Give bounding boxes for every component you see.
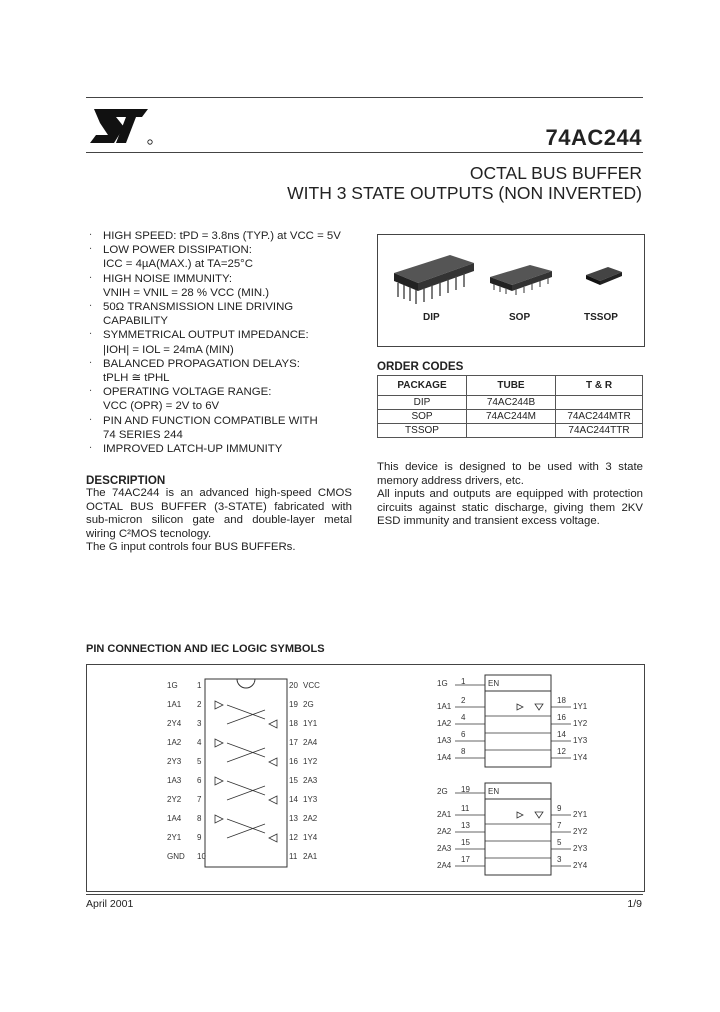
iec-output-number: 3	[557, 855, 562, 864]
description-para-3: This device is designed to be used with 3 state memory address drivers, etc.	[377, 461, 643, 487]
iec-input-number: 6	[461, 730, 466, 739]
pin-label-left: 1A1	[167, 700, 182, 709]
pin-label-right: 1Y1	[303, 719, 318, 728]
iec-output-number: 14	[557, 730, 566, 739]
table-row	[378, 396, 643, 410]
pin-number-left: 5	[197, 757, 202, 766]
header-bottom-rule	[86, 152, 643, 153]
description-para-4: All inputs and outputs are equipped with protection circuits against static discharge, giving them 2KV ESD immunity and transient excess voltage.	[377, 488, 643, 528]
pin-label-right: 1Y3	[303, 795, 318, 804]
pin-label-left: 1A4	[167, 814, 182, 823]
pin-label-right: 2A3	[303, 776, 318, 785]
part-number: 74AC244	[545, 125, 642, 150]
order-codes-table	[377, 375, 643, 438]
pin-number-left: 7	[197, 795, 202, 804]
package-illustrations	[377, 234, 645, 347]
pin-label-left: GND	[167, 852, 185, 861]
table-row	[378, 410, 643, 424]
table-cell: 74AC244M	[467, 410, 556, 424]
iec-enable-label: 2G	[437, 787, 448, 796]
column-header: T & R	[556, 376, 643, 396]
iec-input-number: 13	[461, 821, 470, 830]
pin-label-right: 2A2	[303, 814, 318, 823]
iec-input-number: 2	[461, 696, 466, 705]
tssop-package-image	[582, 263, 626, 293]
pin-number-right: 19	[289, 700, 298, 709]
footer-page: 1/9	[627, 898, 642, 910]
pin-number-right: 12	[289, 833, 298, 842]
iec-input-number: 8	[461, 747, 466, 756]
pin-diagram-box	[86, 664, 645, 892]
pin-number-right: 14	[289, 795, 298, 804]
table-cell: TSSOP	[378, 424, 467, 438]
title-line-1: OCTAL BUS BUFFER	[469, 163, 642, 183]
pin-section-heading: PIN CONNECTION AND IEC LOGIC SYMBOLS	[86, 643, 325, 655]
footer-date: April 2001	[86, 898, 134, 910]
iec-enable-number: 1	[461, 677, 466, 686]
sop-label: SOP	[509, 312, 531, 323]
iec-output-label: 2Y1	[573, 810, 588, 819]
feature-list	[86, 229, 361, 456]
column-header: TUBE	[467, 376, 556, 396]
pin-label-right: 1Y2	[303, 757, 318, 766]
iec-input-label: 2A3	[437, 844, 452, 853]
table-cell: 74AC244B	[467, 396, 556, 410]
table-cell: DIP	[378, 396, 467, 410]
table-header-row	[378, 376, 643, 396]
pin-number-right: 20	[289, 681, 298, 690]
iec-output-label: 2Y4	[573, 861, 588, 870]
iec-input-label: 1A3	[437, 736, 452, 745]
pin-number-right: 17	[289, 738, 298, 747]
iec-output-label: 1Y1	[573, 702, 588, 711]
pin-number-right: 16	[289, 757, 298, 766]
description-section	[86, 474, 352, 555]
iec-output-number: 7	[557, 821, 562, 830]
iec-input-number: 11	[461, 804, 470, 813]
table-cell: 74AC244MTR	[556, 410, 643, 424]
pin-number-left: 10	[197, 852, 206, 861]
pin-number-left: 4	[197, 738, 202, 747]
pin-number-left: 6	[197, 776, 202, 785]
table-cell	[467, 424, 556, 438]
pin-number-right: 13	[289, 814, 298, 823]
feature-item: . HIGH NOISE IMMUNITY: VNIH = VNIL = 28 % VCC (MIN.)	[86, 272, 361, 300]
feature-item: . BALANCED PROPAGATION DELAYS: tPLH ≅ tPHL	[86, 357, 361, 385]
iec-en-label: EN	[488, 679, 500, 688]
feature-item: . 50Ω TRANSMISSION LINE DRIVING CAPABILITY	[86, 300, 361, 328]
feature-item: . IMPROVED LATCH-UP IMMUNITY	[86, 442, 361, 456]
header-top-rule	[86, 97, 643, 98]
feature-item: . SYMMETRICAL OUTPUT IMPEDANCE: |IOH| = IOL = 24mA (MIN)	[86, 328, 361, 356]
order-codes-heading: ORDER CODES	[377, 360, 464, 373]
description-heading: DESCRIPTION	[86, 474, 166, 487]
iec-output-number: 5	[557, 838, 562, 847]
pin-number-right: 15	[289, 776, 298, 785]
feature-item: . PIN AND FUNCTION COMPATIBLE WITH 74 SERIES 244	[86, 414, 361, 442]
iec-input-label: 2A2	[437, 827, 452, 836]
column-header: PACKAGE	[378, 376, 467, 396]
iec-input-number: 17	[461, 855, 470, 864]
iec-output-label: 1Y2	[573, 719, 588, 728]
pin-label-left: 1G	[167, 681, 178, 690]
pin-label-right: 1Y4	[303, 833, 318, 842]
pin-label-left: 2Y1	[167, 833, 182, 842]
pin-number-left: 9	[197, 833, 202, 842]
pin-label-right: 2A1	[303, 852, 318, 861]
iec-output-label: 1Y3	[573, 736, 588, 745]
iec-input-number: 4	[461, 713, 466, 722]
description-para-2: The G input controls four BUS BUFFERs.	[86, 541, 296, 554]
title-line-2: WITH 3 STATE OUTPUTS (NON INVERTED)	[287, 183, 642, 203]
pin-label-left: 1A2	[167, 738, 182, 747]
iec-enable-number: 19	[461, 785, 470, 794]
pin-number-right: 11	[289, 852, 298, 861]
dip-label: DIP	[423, 312, 440, 323]
iec-input-number: 15	[461, 838, 470, 847]
pin-label-left: 2Y2	[167, 795, 182, 804]
iec-en-label: EN	[488, 787, 500, 796]
pin-label-left: 2Y3	[167, 757, 182, 766]
feature-item: . LOW POWER DISSIPATION: ICC = 4µA(MAX.) at TA=25°C	[86, 243, 361, 271]
iec-input-label: 2A4	[437, 861, 452, 870]
iec-input-label: 2A1	[437, 810, 452, 819]
dip-package-image	[390, 247, 478, 307]
pin-number-left: 2	[197, 700, 202, 709]
pin-number-left: 8	[197, 814, 202, 823]
iec-output-label: 2Y3	[573, 844, 588, 853]
pin-number-left: 3	[197, 719, 202, 728]
iec-enable-label: 1G	[437, 679, 448, 688]
iec-input-label: 1A2	[437, 719, 452, 728]
iec-output-number: 9	[557, 804, 562, 813]
pin-number-right: 18	[289, 719, 298, 728]
iec-output-number: 18	[557, 696, 566, 705]
description-right	[377, 461, 643, 529]
iec-input-label: 1A1	[437, 702, 452, 711]
st-logo	[86, 103, 158, 152]
tssop-label: TSSOP	[584, 312, 618, 323]
iec-output-number: 12	[557, 747, 566, 756]
pin-label-left: 2Y4	[167, 719, 182, 728]
table-row	[378, 424, 643, 438]
description-para-1: The 74AC244 is an advanced high-speed CMOS OCTAL BUS BUFFER (3-STATE) fabricated with sub-micron silicon gate and double-layer metal wiring C²MOS tecnology.	[86, 487, 352, 540]
pin-label-right: VCC	[303, 681, 320, 690]
iec-output-label: 2Y2	[573, 827, 588, 836]
pin-label-right: 2A4	[303, 738, 318, 747]
footer-rule	[86, 894, 643, 895]
table-cell: SOP	[378, 410, 467, 424]
iec-input-label: 1A4	[437, 753, 452, 762]
feature-item: . HIGH SPEED: tPD = 3.8ns (TYP.) at VCC = 5V	[86, 229, 361, 243]
iec-output-label: 1Y4	[573, 753, 588, 762]
pin-label-left: 1A3	[167, 776, 182, 785]
table-cell	[556, 396, 643, 410]
feature-item: . OPERATING VOLTAGE RANGE: VCC (OPR) = 2V to 6V	[86, 385, 361, 413]
pin-number-left: 1	[197, 681, 202, 690]
table-cell: 74AC244TTR	[556, 424, 643, 438]
iec-output-number: 16	[557, 713, 566, 722]
pin-label-right: 2G	[303, 700, 314, 709]
sop-package-image	[486, 261, 556, 301]
